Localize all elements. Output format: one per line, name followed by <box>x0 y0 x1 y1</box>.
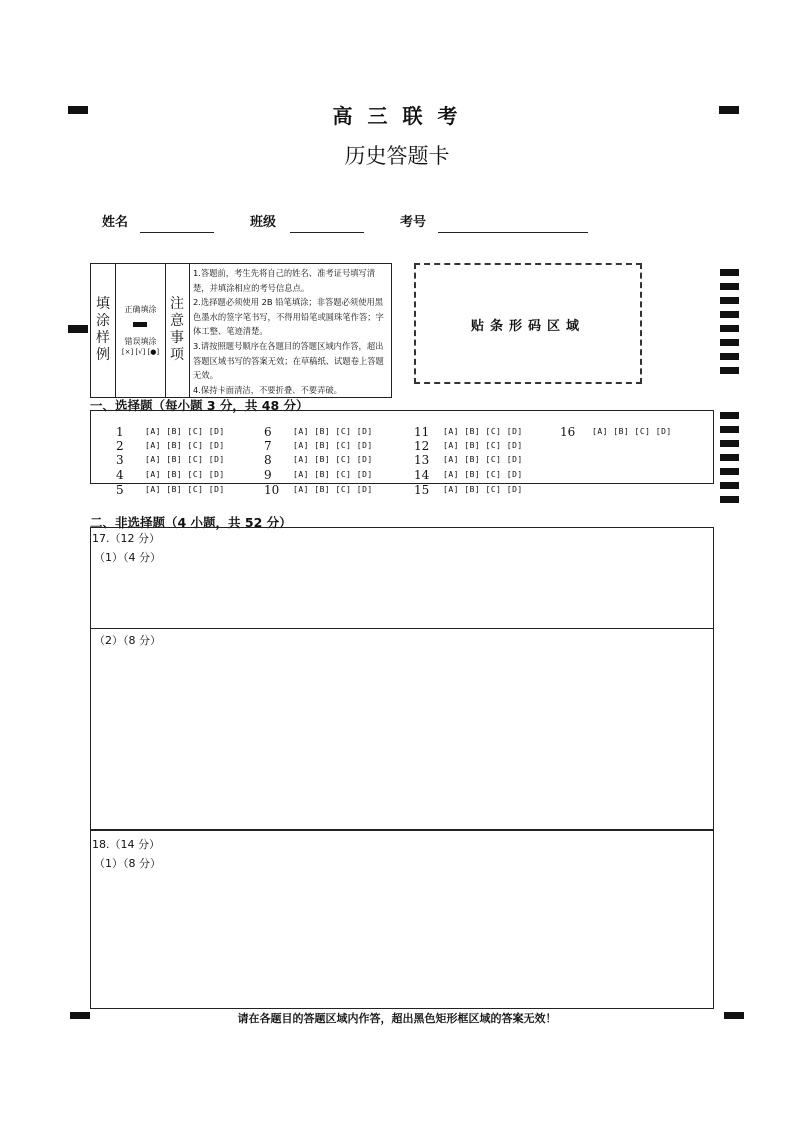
id-label: 考号 <box>400 215 427 230</box>
q18-answer-area[interactable] <box>90 829 714 1009</box>
question-number: 8 <box>264 453 272 467</box>
id-field[interactable] <box>438 232 588 233</box>
section2-title: 二、非选择题（4 小题，共 52 分） <box>90 515 292 530</box>
question-number: 10 <box>264 483 280 497</box>
q18-label: 18.（14 分） <box>92 838 160 851</box>
answer-options[interactable]: [A] [B] [C] [D] <box>592 427 672 436</box>
notice-label: 注 意 事 项 <box>170 296 184 363</box>
answer-options[interactable]: [A] [B] [C] [D] <box>443 485 523 494</box>
question-number: 16 <box>560 425 576 439</box>
question-number: 12 <box>414 439 430 453</box>
answer-options[interactable]: [A] [B] [C] [D] <box>293 441 373 450</box>
correct-fill-example <box>133 322 147 327</box>
answer-options[interactable]: [A] [B] [C] [D] <box>293 485 373 494</box>
class-label: 班级 <box>250 215 277 230</box>
notice-text: 1.答题前，考生先将自己的姓名、准考证号填写清楚，并填涂相应的考号信息点。 2.选择题必须使用 2B 铅笔填涂；非答题必须使用黑色墨水的签字笔书写，不得用铅笔或圆珠笔作答；字体工整、笔迹清楚。 3.请按照题号顺序在各题目的答题区域内作答，超出答题区域书写的答案无效；在草稿纸、试题卷上答题无效。 4.保持卡面清洁，不要折叠、不要弄破。 <box>193 268 384 395</box>
question-number: 11 <box>414 425 430 439</box>
q17-label: 17.（12 分） <box>92 532 160 545</box>
barcode-area <box>414 263 642 384</box>
card-subtitle: 历史答题卡 <box>344 144 450 168</box>
answer-options[interactable]: [A] [B] [C] [D] <box>293 455 373 464</box>
question-number: 5 <box>116 483 124 497</box>
question-number: 9 <box>264 468 272 482</box>
wrong-fill-examples: [×] [√] [●] <box>121 348 160 356</box>
q17-part2-label: （2）（8 分） <box>94 634 161 647</box>
answer-options[interactable]: [A] [B] [C] [D] <box>443 470 523 479</box>
answer-options[interactable]: [A] [B] [C] [D] <box>145 485 225 494</box>
q17-answer-area[interactable] <box>90 527 714 831</box>
answer-options[interactable]: [A] [B] [C] [D] <box>145 470 225 479</box>
question-number: 15 <box>414 483 430 497</box>
sample-notice-box <box>90 263 392 398</box>
answer-options[interactable]: [A] [B] [C] [D] <box>145 441 225 450</box>
q17-part1-label: （1）（4 分） <box>94 551 161 564</box>
answer-options[interactable]: [A] [B] [C] [D] <box>145 427 225 436</box>
class-field[interactable] <box>290 232 364 233</box>
correct-fill-label: 正确填涂 <box>124 305 157 314</box>
answer-options[interactable]: [A] [B] [C] [D] <box>293 427 373 436</box>
barcode-label: 贴条形码区域 <box>470 319 585 334</box>
question-number: 1 <box>116 425 124 439</box>
question-number: 6 <box>264 425 272 439</box>
q18-part1-label: （1）（8 分） <box>94 857 161 870</box>
fill-sample-label: 填 涂 样 例 <box>96 296 110 363</box>
question-number: 13 <box>414 453 430 467</box>
name-field[interactable] <box>140 232 214 233</box>
answer-options[interactable]: [A] [B] [C] [D] <box>443 427 523 436</box>
footer-warning: 请在各题目的答题区域内作答，超出黑色矩形框区域的答案无效！ <box>237 1012 557 1025</box>
exam-title: 高 三 联 考 <box>332 104 462 128</box>
question-number: 7 <box>264 439 272 453</box>
question-number: 4 <box>116 468 124 482</box>
question-number: 2 <box>116 439 124 453</box>
answer-options[interactable]: [A] [B] [C] [D] <box>443 441 523 450</box>
wrong-fill-label: 错误填涂 <box>124 337 157 346</box>
question-number: 3 <box>116 453 124 467</box>
answer-options[interactable]: [A] [B] [C] [D] <box>443 455 523 464</box>
answer-options[interactable]: [A] [B] [C] [D] <box>293 470 373 479</box>
section1-title: 一、选择题（每小题 3 分，共 48 分） <box>90 398 309 413</box>
question-number: 14 <box>414 468 430 482</box>
name-label: 姓名 <box>102 215 129 230</box>
answer-options[interactable]: [A] [B] [C] [D] <box>145 455 225 464</box>
registration-mark <box>68 325 88 333</box>
